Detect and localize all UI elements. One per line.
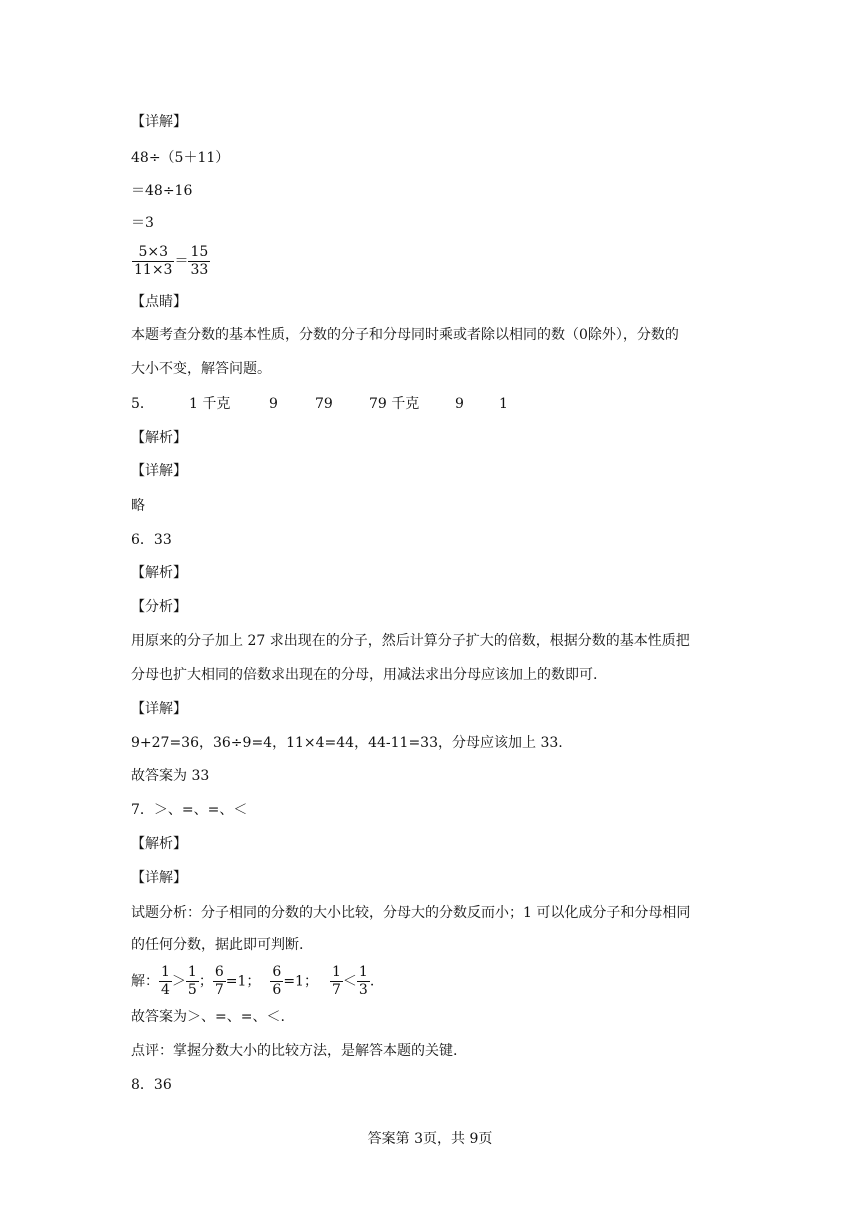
denominator: 11×3: [134, 262, 173, 278]
denominator: 7: [331, 982, 341, 998]
numerator: 6: [214, 964, 224, 980]
denominator: 33: [190, 262, 209, 278]
paragraph-line: 试题分析：分子相同的分数的大小比较，分母大的分数反而小；1 可以化成分子和分母相同: [131, 905, 691, 921]
question-number: 5．: [131, 396, 154, 412]
separator: ；: [198, 973, 213, 990]
fraction: [270, 964, 283, 999]
comparison-sign: ＞: [171, 973, 186, 990]
paragraph-line: 大小不变，解答问题。: [131, 361, 271, 377]
paragraph-line: 用原来的分子加上 27 求出现在的分子，然后计算分子扩大的倍数，根据分数的基本性质把: [131, 633, 690, 649]
answer-value: 1 千克: [189, 396, 231, 412]
fraction: [132, 244, 174, 279]
denominator: 4: [161, 982, 170, 998]
paragraph-line: 本题考查分数的基本性质，分数的分子和分母同时乘或者除以相同的数（0除外），分数的: [131, 327, 679, 343]
fraction-comparison-line: [131, 964, 374, 999]
question-answer: 6．33: [131, 532, 172, 548]
section-label-comment: 【点睛】: [131, 294, 187, 310]
fraction: [357, 964, 370, 999]
fraction: [159, 964, 172, 999]
section-label-analysis: 【解析】: [131, 836, 187, 852]
answer-value: 9: [269, 396, 278, 412]
calc-line: 48÷（5＋11）: [131, 150, 230, 166]
fraction-equation: [132, 244, 210, 279]
numerator: 6: [272, 964, 282, 980]
paragraph-line: 分母也扩大相同的倍数求出现在的分母，用减法求出分母应该加上的数即可.: [131, 667, 598, 683]
answer-value: 79: [315, 396, 333, 412]
denominator: 7: [214, 982, 224, 998]
numerator: 1: [358, 964, 368, 980]
paragraph-line: 略: [131, 498, 145, 514]
question-answer: 8．36: [131, 1077, 172, 1093]
numerator: 1: [331, 964, 341, 980]
fraction: [188, 244, 210, 279]
answer-value: 1: [499, 396, 508, 412]
numerator: 5×3: [132, 244, 174, 262]
numerator: 1: [161, 964, 170, 980]
answer-value: 79 千克: [369, 396, 420, 412]
period: .: [369, 973, 375, 990]
page-footer: 答案第 3页，共 9页: [367, 1131, 493, 1147]
answer-value: 9: [455, 396, 464, 412]
calc-line: ＝3: [131, 215, 154, 231]
equals-text: =1；: [283, 973, 318, 990]
section-label-analysis: 【解析】: [131, 565, 187, 581]
denominator: 3: [358, 982, 368, 998]
section-label-detail: 【详解】: [131, 701, 187, 717]
paragraph-line: 点评：掌握分数大小的比较方法，是解答本题的关键.: [131, 1043, 458, 1059]
paragraph-line: 9+27=36，36÷9=4，11×4=44，44-11=33，分母应该加上 33.: [131, 735, 563, 751]
section-label-analysis-2: 【分析】: [131, 599, 187, 615]
denominator: 6: [272, 982, 282, 998]
paragraph-line: 故答案为 33: [131, 768, 210, 784]
calc-line: ＝48÷16: [131, 183, 193, 199]
fraction: [186, 964, 199, 999]
section-label-analysis: 【解析】: [131, 430, 187, 446]
question-answer: 7．＞、=、=、＜: [131, 802, 248, 818]
solution-prefix: 解：: [131, 973, 159, 990]
equals-text: =1；: [225, 973, 261, 990]
fraction: [213, 964, 226, 999]
section-label-detail: 【详解】: [131, 870, 187, 886]
denominator: 5: [187, 982, 197, 998]
answer-row-5: [131, 394, 508, 414]
fraction: [330, 964, 343, 999]
section-label-detail: 【详解】: [131, 463, 187, 479]
numerator: 1: [187, 964, 197, 980]
paragraph-line: 故答案为＞、=、=、＜.: [131, 1009, 285, 1025]
comparison-sign: ＜: [342, 973, 357, 990]
section-label-detail: 【详解】: [131, 114, 187, 130]
equals-sign: ＝: [174, 253, 189, 270]
paragraph-line: 的任何分数，据此即可判断.: [131, 937, 304, 953]
numerator: 15: [190, 244, 209, 260]
